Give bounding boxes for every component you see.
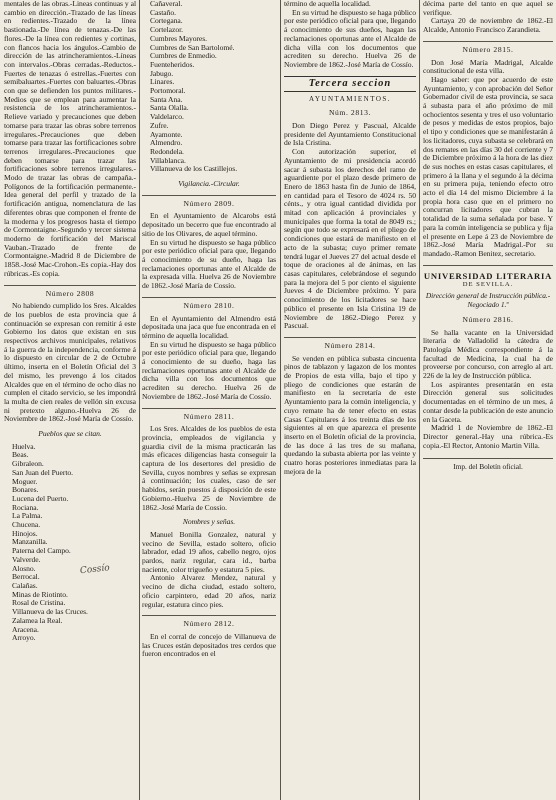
list-item: Gibraleon.: [12, 459, 44, 469]
notice-body: Manuel Bonilla Gonzalez, natural y vecino de Sevilla, estado soltero, oficio labrador, edad 19 años, cabello negro, ojos pardos, nariz regular, cara id., barba naciente, color trigueño y estatura 5 pies.: [142, 529, 276, 574]
notice-body: Antonio Alvarez Mendez, natural y vecino de dicha ciudad, estado soltero, oficio carpintero, edad 20 años, nariz regular, estatura cinco pies.: [142, 573, 276, 609]
notice-body: Madrid 1 de Noviembre de 1862.-El Director general.-Hay una rúbrica.-Es copia.-El Rector, Antonio Martin Villa.: [423, 423, 553, 450]
university-heading: UNIVERSIDAD LITERARIA: [423, 265, 553, 281]
towns-list-continued: [142, 0, 276, 174]
section-title: Tercera seccion: [284, 76, 416, 92]
column-2: [142, 0, 276, 800]
list-item: Zufre.: [150, 120, 169, 130]
list-item: Cumbres de Enmedio.: [150, 51, 217, 61]
list-item: Hinojos.: [12, 528, 38, 538]
list-item: Beas.: [12, 450, 29, 460]
column-1: [4, 0, 136, 800]
vigilance-heading: Vigilancia.-Circular.: [178, 179, 240, 189]
list-item: Castaño.: [150, 7, 176, 17]
notice-body: En el corral de concejo de Villanueva de las Cruces están depositados tres cerdos que fueron encontrados en el: [142, 632, 276, 659]
list-item: Cumbres de San Bartolomé.: [150, 42, 235, 52]
notice-body: décima parte del tanto en que aquel se verifique.: [423, 0, 553, 17]
notice-number: Número 2814.: [284, 337, 416, 351]
list-item: Valdelarco.: [150, 112, 184, 122]
list-item: Calañas.: [12, 581, 38, 590]
notice-number: Número 2811.: [142, 408, 276, 422]
notice-body: En el Ayuntamiento de Alcarobs está depositado un becerro que fue encontrado al sitio de los Olivares, de aquel término.: [142, 211, 276, 238]
column-4: [423, 0, 553, 800]
notice-body: Los aspirantes presentarán en esta Dirección general sus solicitudes documentadas en el término de un mes, á contar desde la publicación de este anuncio en la Gaceta.: [423, 379, 553, 424]
column-3: [284, 0, 416, 800]
list-item: Villanueva de las Cruces.: [12, 607, 88, 617]
notice-body: Don José María Madrigal, Alcalde constitucional de esta villa.: [423, 57, 553, 76]
list-item: Santa Olalla.: [150, 103, 189, 113]
notice-body: En su virtud he dispuesto se haga público por este periódico oficial para que, llegando á conocimiento de su dueño, haga las reclamaciones oportunas ante el Alcalde de dicha villa con los documentos que acrediten su derecho. Huelva 26 de Noviembre de 1862.-José María de Cossío.: [142, 339, 276, 401]
list-item: Almendro.: [150, 138, 183, 148]
directorate-heading: Dirección general de Instrucción pública.-Negociado 1.º: [425, 291, 551, 310]
list-item: Aracena.: [12, 624, 39, 634]
list-item: Paterna del Campo.: [12, 546, 71, 556]
notice-number: Número 2812.: [142, 615, 276, 629]
list-item: Santa Ana.: [150, 94, 183, 104]
list-item: Villablanca.: [150, 155, 186, 165]
list-item: Chucena.: [12, 520, 41, 530]
list-item: Lucena del Puerto.: [12, 493, 69, 503]
list-item: Cortegana.: [150, 16, 183, 26]
column-divider: [280, 0, 281, 800]
list-item: Valverde.: [12, 554, 41, 564]
list-item: Villanueva de los Castillejos.: [150, 164, 238, 174]
list-item: Ayamonte.: [150, 129, 183, 139]
notice-body: Se venden en pública subasta cincuenta pinos de tablazon y lagazon de los montes de Propios de esta villa, bajo el tipo y pliego de condiciones que estarán de manifiesto en la secretaría de este Ayuntamiento para la común inteligencia, y cuyo remate ha de tener efecto en estas Casas Capitulares á los treinta días de los siguientes al en que aparezca el presente inserto en el Boletín oficial de la provincia, de las doce á las tres de su mañana, quedando la subasta abierta por las veinte y cuatro horas posteriores inmediatas para la mejora de la: [284, 353, 416, 476]
fortification-text: mentales de las obras.-Lineas continuas y al cambio en dirección.-Trazado de las líneas en redientes.-Trazado de la línea bastionada.-De línea de tenazas.-De las flores.-De la línea con redientes y cortinas, con flancos hacia los ángulos.-Cambio de dirección de las atrincheramientos.-Líneas con intervalos.-Obras cerradas.-Reductos.-Fuertes de tenazas ó estrellas.-Fuertes con semibaluartes.-Fuertes con baluartes.-Obras con que se defienden los puntos militares.-Medios que se emplean para aumentar la resistencia de los atrincheramientos.-Relieve variado y precauciones que deben tomarse para trazar las obras sobre terrenos irregulares.-Precauciones que deben tomarse para trazar las fortificaciones sobre terrenos irregulares.-Precauciones que deben tomarse para trazar las fortificaciones sobre terrenos irregulares.-Modo de trazar las obras de campaña.-Polígonos de la fortificación permanente.-Idea general del perfil y trazado de la fortificación antigua, nomenclatura de las diferentes obras que componen el frente de la moderna y los progresos hasta el tiempo de Cormontaigne.-Segundo y tercer sistema moderno de fortificación del Mariscal Vauban.-Trazado de frente de Cormontaigne.-Madrid 8 de Diciembre de 1858.-José Mac-Crohon.-Es copia.-Hay dos rúbricas.-Es copia.: [4, 0, 136, 278]
list-item: Manzanilla.: [12, 537, 48, 547]
list-item: Redondela.: [150, 146, 184, 156]
university-subheading: DE SEVILLA.: [462, 280, 514, 288]
notice-body: Se halla vacante en la Universidad literaria de Valladolid la cátedra de Patología Médica correspondiente á la facultad de Medicina, la cual ha de proveerse por concurso, con arreglo al art. 226 de la ley de Instrucción pública.: [423, 327, 553, 381]
notice-number: Número 2809.: [142, 195, 276, 209]
column-divider: [419, 0, 420, 800]
list-item: Bonares.: [12, 485, 39, 495]
towns-heading: Pueblos que se citan.: [38, 429, 102, 439]
notice-body: No habiendo cumplido los Sres. Alcaldes de los pueblos de esta provincia que á continuación se expresan con remitir á este Gobierno los datos que existan en sus respectivos archivos municipales, relativos á la guerra de la independencia, conforme á lo dispuesto en circular de 2 de Octubre último, inserta en el Boletín Oficial del 3 del mismo, les prevengo á los citados Alcaldes que en el término de ocho días no cumplen el citado servicio, se les impondrá la multa de cien reales de vellón sin excusa ni pretexto alguno.-Huelva 26 de Noviembre de 1862.-José María de Cossío.: [4, 301, 136, 424]
notice-body: En su virtud he dispuesto se haga público por este periódico oficial para que, llegando á conocimiento de su dueño, haga las reclamaciones oportunas ante el Alcalde de la expresada villa. Huelva 26 de Noviembre de 1862.-José María de Cossío.: [142, 237, 276, 291]
list-item: Arroyo.: [12, 633, 36, 643]
printer-imprint: Imp. del Boletín oficial.: [423, 458, 553, 472]
notice-body: Los Sres. Alcaldes de los pueblos de esta provincia, empleados de vigilancia y guardia civil de la misma practicarán las más eficaces diligencias hasta conseguir la captura de los desertores del presidio de Sevilla, cuyos nombres y señas se expresan á continuación; los cuales, caso de ser habidos, serán puestos á disposición de este Gobierno.-Huelva 25 de Noviembre de 1862.-José María de Cossío.: [142, 424, 276, 512]
notice-body: Con autorización superior, el Ayuntamiento de mi presidencia acordó sacar á subasta los derechos del ramo de aguardiente por el plazo desde primero de Enero de 1863 hasta fin de Junio de 1864, en cantidad para el Tesoro de 4024 rs. 50 cénts., y otra igual cantidad dividida por mitad con aplicación á provinciales y municipales que forma la total de 8049 rs.; según que todo se expresará en el pliego de condiciones que estará de manifiesto en el acto de la subasta; cuyo primer remate tendrá lugar el Jueves 27 del actual desde el toque de oraciones al de ánimas, en las casas capitulares, celebrándose el segundo para la mejora del 5 por ciento el siguiente Jueves 4 de Diciembre próximo. Y para conocimiento de los licitadores se hace público el presente en Isla Cristina 19 de Noviembre de 1862.-Diego Perez y Pascual.: [284, 147, 416, 331]
list-item: Zalamea la Real.: [12, 615, 63, 625]
list-item: Minas de Riotinto.: [12, 589, 68, 599]
notice-body: Don Diego Perez y Pascual, Alcalde presidente del Ayuntamiento Constitucional de Isla Cristina.: [284, 121, 416, 148]
list-item: Cumbres Mayores.: [150, 33, 207, 43]
list-item: Rociana.: [12, 502, 39, 512]
list-item: Cortelazor.: [150, 25, 183, 35]
list-item: San Juan del Puerto.: [12, 467, 74, 477]
notice-number: Núm. 2813.: [328, 108, 372, 118]
list-item: Portomoral.: [150, 86, 186, 96]
section-subhead: AYUNTAMIENTOS.: [308, 94, 392, 103]
list-item: Moguer.: [12, 476, 38, 486]
towns-list: [4, 443, 136, 643]
column-divider: [139, 0, 140, 800]
notice-body: Hago saber: que por acuerdo de este Ayuntamiento, y con aprobación del Señor Gobernador civil de esta provincia, se saca á subasta para el año próximo de mil ochocientos sesenta y tres el uso voluntario de pesos y medidas de estos propios, bajo el tipo y condiciones que se manifestarán á los licitadores, cuya subasta se celebrará en dos remates en las días 30 del corriente y 7 de Diciembre próximo á la hora de las diez de sus noches en estas casas capitulares, el primero á la llana y el segundo á la décima en su primera puja, teniendo efecto otro acto el día 14 del mismo Diciembre á la propia hora caso que en el primero no concurran licitadores que cubran la totalidad de la suma señalada por base. Y para la común inteligencia se publica y fija el presente en Lepe á 23 de Noviembre de 1862.-José María Madrigal.-Por su mandado.-Ramon Benitez, secretario.: [423, 74, 553, 258]
notice-body: En el Ayuntamiento del Almendro está depositada una jaca que fue encontrada en el término de aquella localidad.: [142, 313, 276, 340]
notice-number: Número 2808: [4, 285, 136, 299]
list-item: Berrocal.: [12, 572, 40, 582]
list-item: Jabugo.: [150, 68, 174, 78]
notice-number: Número 2815.: [423, 41, 553, 55]
list-item: Huelva.: [12, 441, 36, 451]
list-item: Fuenteheridos.: [150, 59, 195, 69]
notice-body: término de aquella localidad.: [284, 0, 371, 8]
names-heading: Nombres y señas.: [182, 517, 236, 527]
list-item: Linares.: [150, 77, 175, 87]
notice-body: Cartaya 20 de noviembre de 1862.-El Alcalde, Antonio Francisco Zarandieta.: [423, 16, 553, 35]
notice-body: En su virtud he dispuesto se haga público por este periódico oficial para que, llegando á conocimiento de sus dueños, hagan las reclamaciones oportunas ante el Alcalde de dicha villa con los documentos que acrediten su derecho. Huelva 26 de Noviembre de 1862.-José María de Cossío.: [284, 7, 416, 69]
list-item: Cañaveral.: [150, 0, 183, 8]
notice-number: Número 2810.: [142, 297, 276, 311]
list-item: Rosal de Cristina.: [12, 598, 66, 608]
handwritten-signature: Cossío: [79, 563, 111, 577]
notice-number: Número 2816.: [462, 314, 514, 324]
list-item: La Palma.: [12, 511, 43, 521]
list-item: Alosno.: [12, 563, 36, 573]
